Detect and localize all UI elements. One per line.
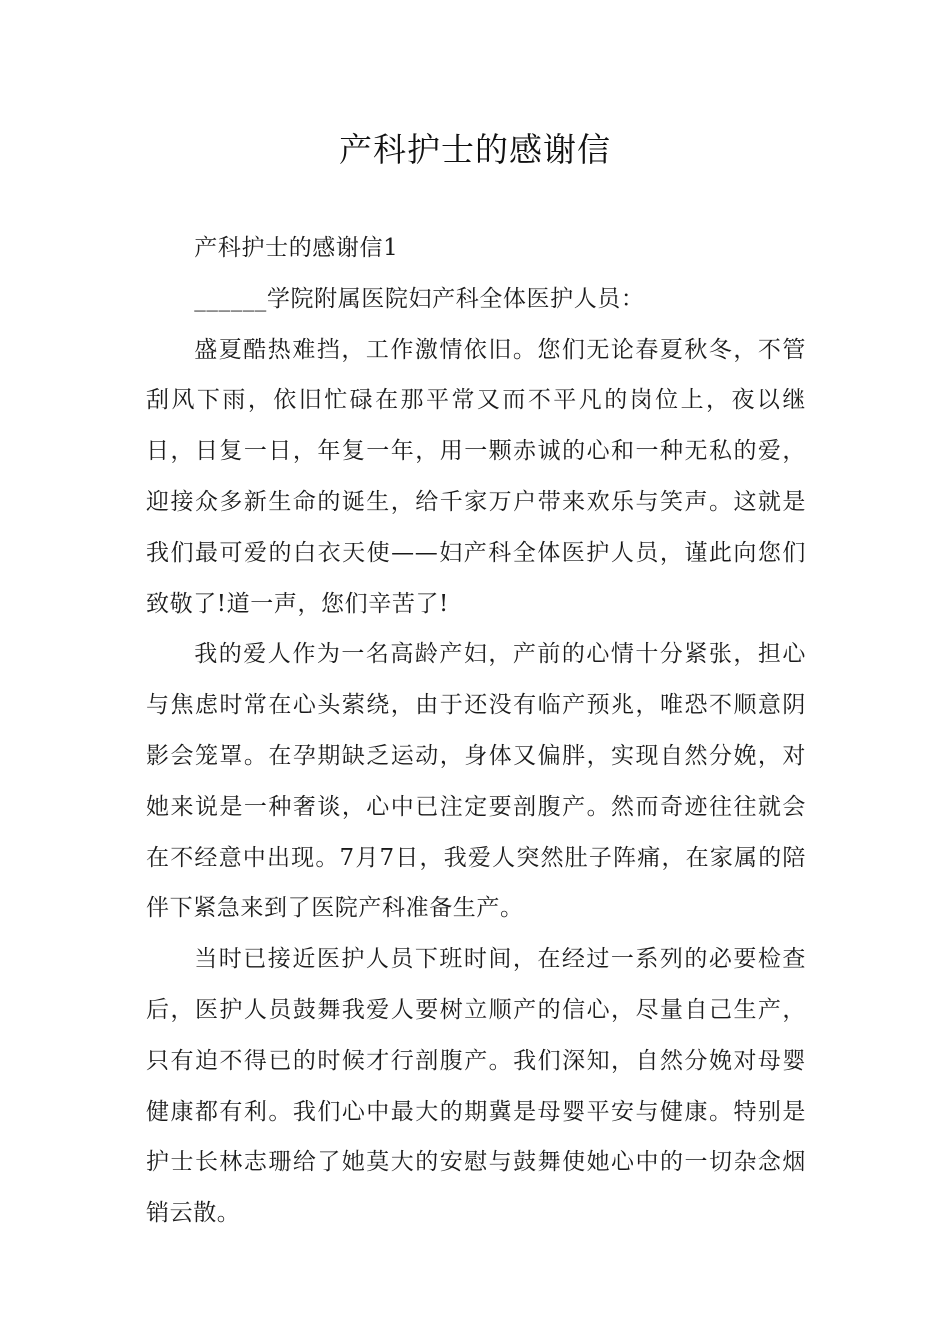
letter-paragraph-2: 我的爱人作为一名高龄产妇，产前的心情十分紧张，担心与焦虑时常在心头萦绕，由于还没有临产预兆，唯恐不顺意阴影会笼罩。在孕期缺乏运动，身体又偏胖，实现自然分娩，对她来说是一种奢谈，心中已注定要剖腹产。然而奇迹往往就会在不经意中出现。7月7日，我爱人突然肚子阵痛，在家属的陪伴下紧急来到了医院产科准备生产。 [146,641,806,922]
letter-body [146,223,806,1239]
letter-paragraph-1: 盛夏酷热难挡，工作激情依旧。您们无论春夏秋冬，不管刮风下雨，依旧忙碌在那平常又而不平凡的岗位上，夜以继日，日复一日，年复一年，用一颗赤诚的心和一种无私的爱，迎接众多新生命的诞生，给千家万户带来欢乐与笑声。这就是我们最可爱的白衣天使——妇产科全体医护人员，谨此向您们致敬了!道一声，您们辛苦了! [146,336,806,617]
document-title: 产科护士的感谢信 [339,130,611,169]
letter-salutation: ______学院附属医院妇产科全体医护人员： [194,285,645,312]
letter-paragraph-3: 当时已接近医护人员下班时间，在经过一系列的必要检查后，医护人员鼓舞我爱人要树立顺产的信心，尽量自己生产，只有迫不得已的时候才行剖腹产。我们深知，自然分娩对母婴健康都有利。我们心中最大的期冀是母婴平安与健康。特别是护士长林志珊给了她莫大的安慰与鼓舞使她心中的一切杂念烟销云散。 [146,946,806,1227]
letter-subtitle: 产科护士的感谢信1 [194,235,399,261]
